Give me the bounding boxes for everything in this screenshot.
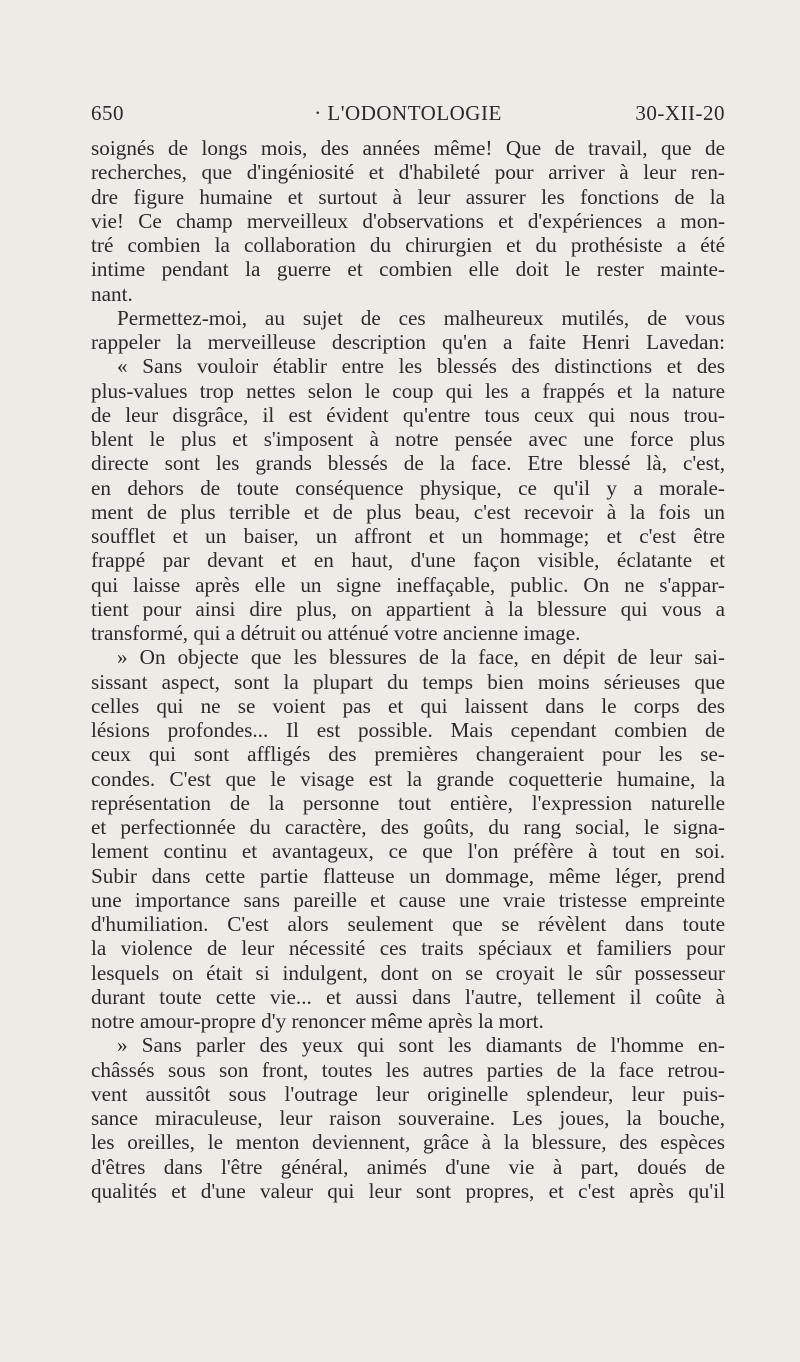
text-line: » On objecte que les blessures de la face, en dépit de leur sai- — [117, 645, 725, 670]
text-line: nant. — [91, 281, 133, 306]
text-line: représentation de la personne tout entière, l'expression naturelle — [91, 790, 725, 815]
text-line: » Sans parler des yeux qui sont les diamants de l'homme en- — [117, 1033, 725, 1058]
text-line: vent aussitôt sous l'outrage leur originelle splendeur, leur puis- — [91, 1081, 725, 1106]
text-line: frappé par devant et en haut, d'une façon visible, éclatante et — [91, 548, 725, 573]
text-line: qui laisse après elle un signe ineffaçable, public. On ne s'appar- — [91, 572, 725, 597]
text-line: sance miraculeuse, leur raison souveraine. Les joues, la bouche, — [91, 1106, 725, 1130]
text-line: les oreilles, le menton deviennent, grâce à la blessure, des espèces — [91, 1130, 725, 1155]
text-line: transformé, qui a détruit ou atténué votre ancienne image. — [91, 621, 581, 645]
text-line: intime pendant la guerre et combien elle doit le rester mainte- — [91, 257, 725, 282]
text-line: en dehors de toute conséquence physique, ce qu'il y a morale- — [91, 475, 725, 500]
text-line: tré combien la collaboration du chirurgien et du prothésiste a été — [91, 233, 725, 257]
text-line: notre amour-propre d'y renoncer même après la mort. — [91, 1009, 544, 1033]
text-line: blent le plus et s'imposent à notre pensée avec une force plus — [91, 427, 725, 451]
text-line: d'êtres dans l'être général, animés d'une vie à part, doués de — [91, 1154, 725, 1179]
text-line: tient pour ainsi dire plus, on appartient à la blessure qui vous a — [91, 596, 725, 621]
text-line: ceux qui sont affligés des premières changeraient pour les se- — [91, 742, 725, 767]
text-line: vie! Ce champ merveilleux d'observations et d'expériences a mon- — [91, 208, 725, 233]
text-line: plus-values trop nettes selon le coup qui les a frappés et la nature — [91, 378, 725, 403]
text-line: et perfectionnée du caractère, des goûts, du rang social, le signa- — [91, 815, 725, 839]
text-line: condes. C'est que le visage est la grande coquetterie humaine, la — [91, 766, 725, 791]
text-line: dre figure humaine et surtout à leur assurer les fonctions de la — [91, 184, 725, 209]
text-line: qualités et d'une valeur qui leur sont propres, et c'est après qu'il — [91, 1178, 725, 1203]
text-line: d'humiliation. C'est alors seulement que se révèlent dans toute — [91, 912, 725, 936]
text-line: de leur disgrâce, il est évident qu'entre tous ceux qui nous trou- — [91, 402, 725, 427]
text-line: directe sont les grands blessés de la face. Etre blessé là, c'est, — [91, 451, 725, 476]
text-line: la violence de leur nécessité ces traits spéciaux et familiers pour — [91, 936, 725, 961]
text-line: durant toute cette vie... et aussi dans l'autre, tellement il coûte à — [91, 984, 725, 1009]
issue-date: 30-XII-20 — [635, 101, 725, 125]
text-line: ment de plus terrible et de plus beau, c'est recevoir à la fois un — [91, 499, 725, 524]
text-line: recherches, que d'ingéniosité et d'habileté pour arriver à leur ren- — [91, 160, 725, 185]
text-line: lement continu et avantageux, ce que l'on préfère à tout en soi. — [91, 839, 725, 864]
page-number: 650 — [91, 101, 124, 125]
text-line: soufflet et un baiser, un affront et un hommage; et c'est être — [91, 524, 725, 548]
text-line: celles qui ne se voient pas et qui laissent dans le corps des — [91, 693, 725, 718]
text-line: « Sans vouloir établir entre les blessés des distinctions et des — [117, 354, 725, 379]
journal-title: · L'ODONTOLOGIE — [314, 101, 502, 125]
text-line: lésions profondes... Il est possible. Mais cependant combien de — [91, 718, 725, 742]
body-text — [91, 136, 725, 1203]
text-line: lesquels on était si indulgent, dont on se croyait le sûr possesseur — [91, 960, 725, 985]
text-line: soignés de longs mois, des années même! Que de travail, que de — [91, 136, 725, 160]
text-line: une importance sans pareille et cause une vraie tristesse empreinte — [91, 887, 725, 912]
text-line: sissant aspect, sont la plupart du temps bien moins sérieuses que — [91, 669, 725, 694]
text-line: châssés sous son front, toutes les autres parties de la face retrou- — [91, 1057, 725, 1082]
text-line: Permettez-moi, au sujet de ces malheureux mutilés, de vous — [117, 305, 725, 330]
running-head — [91, 101, 725, 129]
text-line: rappeler la merveilleuse description qu'en a faite Henri Lavedan: — [91, 330, 725, 354]
text-line: Subir dans cette partie flatteuse un dommage, même léger, prend — [91, 863, 725, 888]
